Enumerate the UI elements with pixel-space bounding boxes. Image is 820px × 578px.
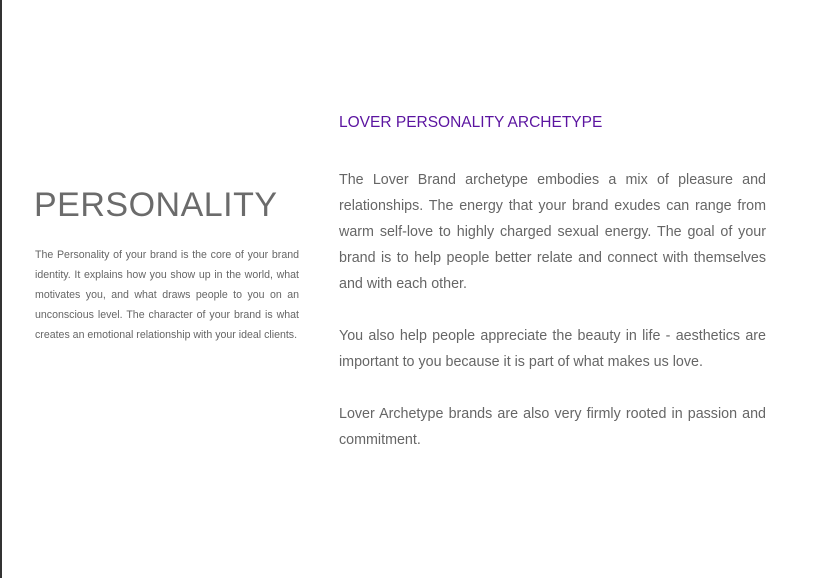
body-paragraph: Lover Archetype brands are also very firmly rooted in passion and commitment. [339, 406, 766, 448]
page-edge [0, 0, 2, 578]
page-title: PERSONALITY [34, 186, 278, 224]
section-body [339, 167, 766, 479]
intro-paragraph: The Personality of your brand is the core of your brand identity. It explains how you show up in the world, what motivates you, and what draws people to you on an unconscious level. The character of your brand is what creates an emotional relationship with your ideal clients. [35, 249, 299, 341]
section-heading: LOVER PERSONALITY ARCHETYPE [339, 114, 603, 131]
body-paragraph: You also help people appreciate the beauty in life - aesthetics are important to you because it is part of what makes us love. [339, 328, 766, 370]
body-paragraph: The Lover Brand archetype embodies a mix of pleasure and relationships. The energy that your brand exudes can range from warm self-love to highly charged sexual energy. The goal of your brand is to help people better relate and connect with themselves and with each other. [339, 172, 766, 292]
